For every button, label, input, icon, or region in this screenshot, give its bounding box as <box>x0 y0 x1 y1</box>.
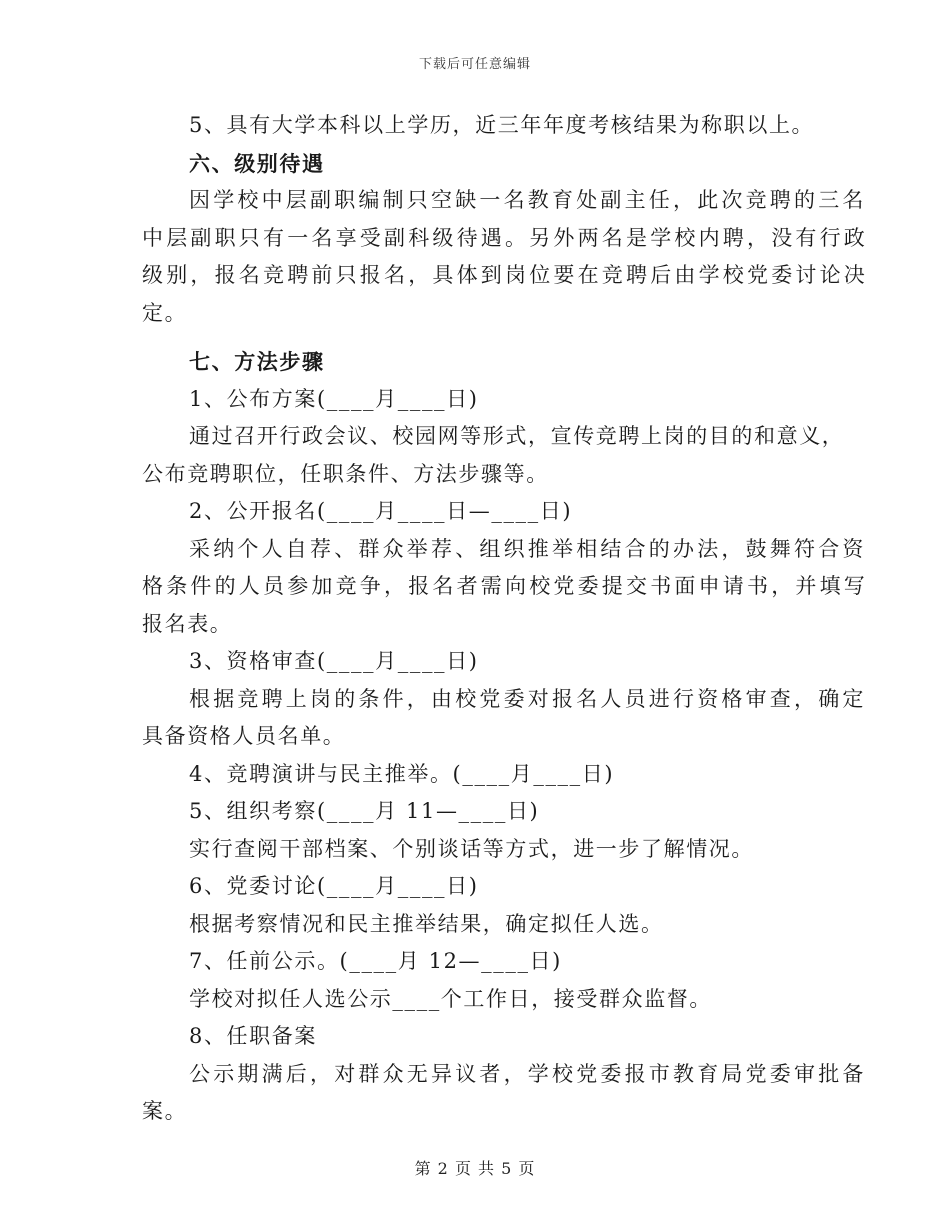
paragraph-line: 公示期满后，对群众无异议者，学校党委报市教育局党委审批备 <box>189 1061 867 1086</box>
paragraph-line: 定。 <box>142 300 188 325</box>
paragraph-line: 通过召开行政会议、校园网等形式，宣传竞聘上岗的目的和意义， <box>189 424 845 448</box>
paragraph-line: 公布竞聘职位，任职条件、方法步骤等。 <box>142 461 549 486</box>
paragraph-line: 报名表。 <box>142 611 233 636</box>
section-heading-6: 六、级别待遇 <box>189 150 325 176</box>
section-heading-7: 七、方法步骤 <box>189 349 325 374</box>
requirement-item-5: 5、具有大学本科以上学历，近三年年度考核结果为称职以上。 <box>189 113 815 137</box>
paragraph-line: 根据竞聘上岗的条件，由校党委对报名人员进行资格审查，确定 <box>189 686 867 711</box>
paragraph-line: 采纳个人自荐、群众举荐、组织推举相结合的办法，鼓舞符合资 <box>189 536 867 561</box>
paragraph-line: 格条件的人员参加竞争，报名者需向校党委提交书面申请书，并填写 <box>142 574 868 598</box>
paragraph-line: 中层副职只有一名享受副科级待遇。另外两名是学校内聘，没有行政 <box>142 225 868 250</box>
document-body <box>142 107 868 1131</box>
page-indicator: 第 2 页 共 5 页 <box>414 1159 536 1178</box>
step-heading-1: 1、公布方案(____月____日) <box>189 386 479 411</box>
paragraph-line: 因学校中层副职编制只空缺一名教育处副主任，此次竞聘的三名 <box>189 188 867 212</box>
paragraph-line: 案。 <box>142 1099 188 1123</box>
paragraph-line: 根据考察情况和民主推举结果，确定拟任人选。 <box>189 911 664 936</box>
step-heading-6: 6、党委讨论(____月____日) <box>189 874 479 898</box>
step-heading-4: 4、竞聘演讲与民主推举。(____月____日) <box>189 761 615 786</box>
download-edit-note: 下载后可任意编辑 <box>418 57 531 72</box>
paragraph-line: 实行查阅干部档案、个别谈话等方式，进一步了解情况。 <box>189 836 754 861</box>
paragraph-line: 学校对拟任人选公示____个工作日，接受群众监督。 <box>189 986 712 1011</box>
paragraph-line: 具备资格人员名单。 <box>142 724 346 748</box>
step-heading-2: 2、公开报名(____月____日—____日) <box>189 499 573 523</box>
step-heading-7: 7、任前公示。(____月 12—____日) <box>189 949 562 973</box>
step-heading-8: 8、任职备案 <box>189 1024 317 1048</box>
paragraph-line: 级别，报名竞聘前只报名，具体到岗位要在竞聘后由学校党委讨论决 <box>142 263 868 287</box>
step-heading-5: 5、组织考察(____月 11—____日) <box>189 799 540 823</box>
step-heading-3: 3、资格审查(____月____日) <box>189 649 479 673</box>
